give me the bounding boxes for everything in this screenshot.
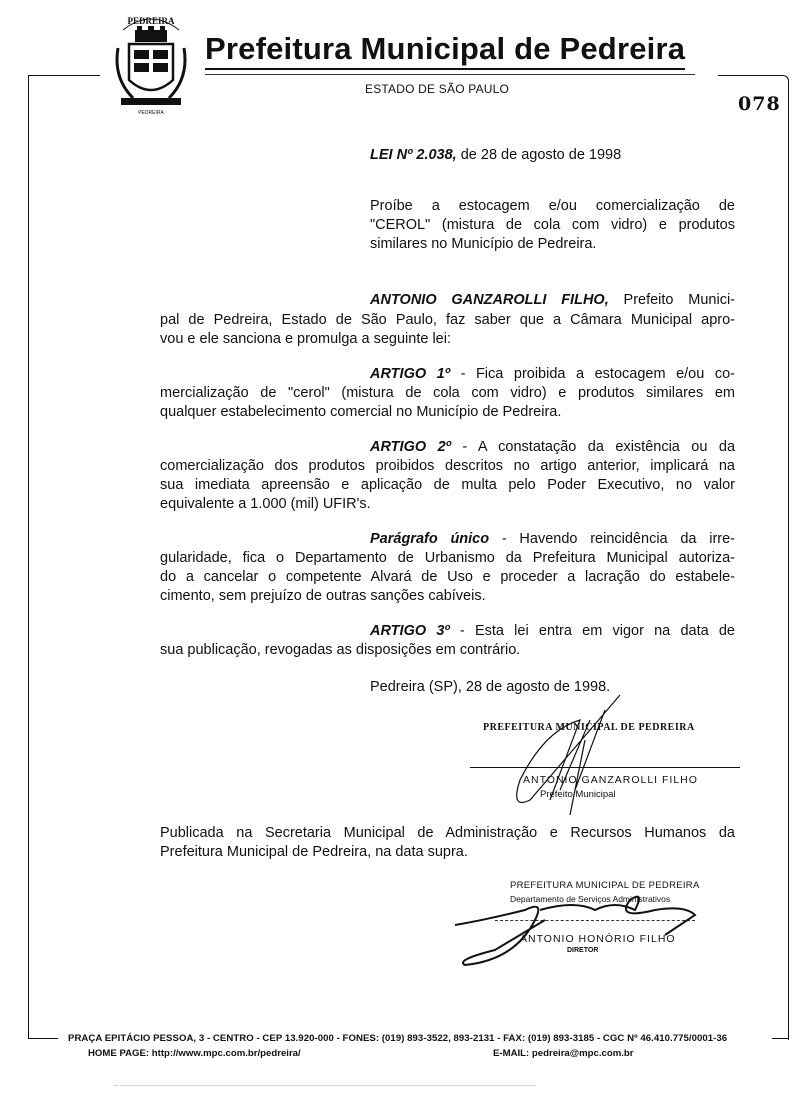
law-heading (370, 146, 621, 165)
article-2-label: ARTIGO 2º (370, 439, 451, 455)
article-1-text: - Fica proibida a estocagem e/ou co- (450, 366, 735, 382)
paragraph-line: cimento, sem prejuízo de outras sanções cabíveis. (160, 588, 486, 604)
article-1-line: mercialização de "cerol" (mistura de cola com vidro) e produtos similares em (160, 385, 735, 401)
article-2-first-line (370, 438, 735, 457)
article-1-first-line (370, 365, 735, 384)
footer-homepage[interactable]: HOME PAGE: http://www.mpc.com.br/pedreira/ (88, 1048, 301, 1059)
ementa-line: "CEROL" (mistura de cola com vidro) e produtos (370, 217, 735, 233)
article-1-line: qualquer estabelecimento comercial no Município de Pedreira. (160, 404, 562, 420)
ementa-line: similares no Município de Pedreira. (370, 236, 597, 252)
footer-address: PRAÇA EPITÁCIO PESSOA, 3 - CENTRO - CEP 13.920-000 - FONES: (019) 893-3522, 893-2131 - FAX: (019) 893-3185 - CGC Nº 46.410.775/0001-36 (68, 1033, 728, 1044)
article-3-text: - Esta lei entra em vigor na data de (449, 623, 735, 639)
paragraph-line: gularidade, fica o Departamento de Urbanismo da Prefeitura Municipal autoriza- (160, 550, 735, 566)
preamble-first-line (370, 291, 735, 310)
preamble-text: Prefeito Munici- (608, 292, 735, 308)
law-number: LEI Nº 2.038, (370, 147, 457, 163)
mayor-signature (490, 690, 640, 825)
publication-line: Prefeitura Municipal de Pedreira, na data supra. (160, 844, 468, 860)
svg-text:PEDREIRA: PEDREIRA (127, 16, 175, 26)
preamble-line: vou e ele sanciona e promulga a seguinte lei: (160, 331, 451, 347)
mayor-role: Prefeito Municipal (540, 789, 616, 800)
page-number: 078 (738, 93, 781, 115)
footer-email[interactable]: E-MAIL: pedreira@mpc.com.br (493, 1048, 634, 1059)
ementa-line: Proíbe a estocagem e/ou comercialização de (370, 198, 735, 214)
page-title: Prefeitura Municipal de Pedreira (205, 30, 685, 70)
place-date: Pedreira (SP), 28 de agosto de 1998. (370, 679, 611, 695)
page-frame-bottom-right (772, 1038, 789, 1039)
department-stamp-title: PREFEITURA MUNICIPAL DE PEDREIRA (510, 880, 700, 891)
scan-artifact-line (115, 1085, 535, 1086)
paragraph-first-line (370, 530, 735, 549)
svg-text:PEDREIRA: PEDREIRA (138, 110, 164, 116)
director-signature (455, 880, 735, 975)
paragraph-line: do a cancelar o competente Alvará de Uso e proceder a lacração do estabele- (160, 569, 735, 585)
paragraph-label: Parágrafo único (370, 531, 490, 547)
publication-line: Publicada na Secretaria Municipal de Administração e Recursos Humanos da (160, 825, 735, 841)
article-3-label: ARTIGO 3º (370, 623, 450, 639)
paragraph-text: - Havendo reincidência da irre- (489, 531, 735, 547)
coat-of-arms-logo (113, 8, 189, 120)
director-role: DIRETOR (567, 947, 599, 954)
department-stamp-subtitle: Departamento de Serviços Administrativos (510, 894, 671, 904)
mayor-name: ANTONIO GANZAROLLI FILHO, (370, 292, 609, 308)
article-2-text: - A constatação da existência ou da (450, 439, 736, 455)
article-2-line: sua imediata apreensão e aplicação de multa pelo Poder Executivo, no valor (160, 477, 735, 493)
title-divider (205, 74, 695, 75)
article-3-first-line (370, 622, 735, 641)
director-name: ANTONIO HONÓRIO FILHO (520, 933, 676, 945)
page-frame-top (28, 75, 100, 76)
page-frame-bottom-left (28, 1038, 58, 1039)
page-frame-left (28, 75, 29, 1039)
mayor-name-signature: ANTONIO GANZAROLLI FILHO (523, 774, 698, 786)
article-2-line: comercialização dos produtos proibidos descritos no artigo anterior, implicará na (160, 458, 735, 474)
law-date: de 28 de agosto de 1998 (456, 147, 622, 163)
article-2-line: equivalente a 1.000 (mil) UFIR's. (160, 496, 371, 512)
article-1-label: ARTIGO 1º (370, 366, 451, 382)
state-subtitle: ESTADO DE SÃO PAULO (365, 82, 510, 96)
preamble-line: pal de Pedreira, Estado de São Paulo, faz saber que a Câmara Municipal apro- (160, 312, 735, 328)
article-3-line: sua publicação, revogadas as disposições em contrário. (160, 642, 521, 658)
mayor-stamp: PREFEITURA MUNICIPAL DE PEDREIRA (483, 722, 695, 733)
